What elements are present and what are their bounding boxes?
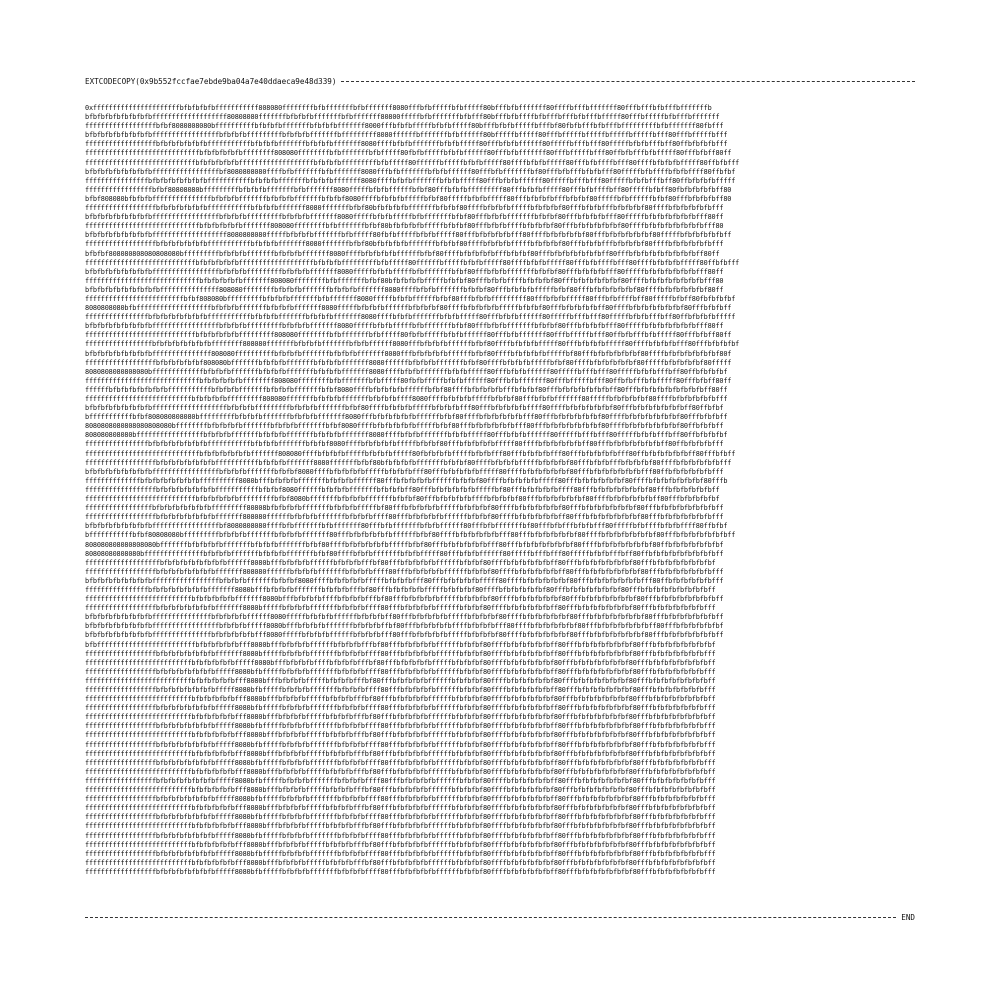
hex-dump-line: ffffffffffffffffbfbfbfbfbfbfbfbfffffffffffbfbfbfbfffffffbfbfbf8080ffffbfbfbfbfbfffffbfbfbf80fffbfbfbfbfbfffff80ffffbfbfbfbfbfbff80fffbfbfbfbfbfbfbff80ffbfbfbfbfff <box>85 440 724 449</box>
hex-dump-line: bfbfbf808080808080808080bfffffffffbfbfbfbfffffffbfbfbfbfffffff8080ffffbfbfbfbfbffffffbfbf80ffffbfbfbfbfbfffbfbfbf80fffbfbfbfbfbfbfbff80fffbfbfbfbfbfbfbfbfbff80ff <box>85 249 720 258</box>
hex-dump-line: bfbfbfbfbfbfbfbfbfffffffffffffffffbfbfbfbfffffffffbfbfbfbfffffff8080fffffbfbfbfffffbfbfffffffbfbf80fffbfbfbfffffffbfbfbf80fffbfbfbfbfff80fffffbfbfbfbfbfbfbfff80ff <box>85 322 724 331</box>
hex-dump-line: ffffffffffffffbfbfbfbfbfbfbfbffffffffff8080bfffbfbfbfbfffffffbfbfbfbffffff80fffbfbfbfbfbffffffbfbfbf80ffffbfbfbfbfbfffff80fffbfbfbfbfbfbf80ffffbfbfbfbfbfbfbf80fffb <box>85 476 728 485</box>
hex-dump-line: ffffffffffffffffffbfbfbfbfbfbfbfbfffffff808080ffffffbfbfbfbfffffffbfbfbfbffff80fffbfbfbfbfbffffffbfbfbf80ffffbfbfbfbfbfbff80fffbfbfbfbfbfbfbf80fffbfbfbfbfbfbfbfff <box>85 513 724 522</box>
hex-dump-line: fffffffffffffffffffffffffffbfbfbfbfbfbfff8080bfffbfbfbfbfffffbfbfbfbfffbf80fffbfbfbfbfbffffffbfbfbfbf80ffffbfbfbfbfbfbf80fffbfbfbfbfbfbfbf80fffbfbfbfbfbfbfbfbff <box>85 676 716 685</box>
hex-dump-line: fffffffffffffffffffffffffffbfbfbfbfbfbfff8080bfffbfbfbfbfffffbfbfbfbfffbf80fffbfbfbfbfbffffffbfbfbfbf80ffffbfbfbfbfbfbf80fffbfbfbfbfbfbfbf80fffbfbfbfbfbfbfbfbff <box>85 767 716 776</box>
hex-dump-line: fffffffffffffffffffffffffbfbf808080bfffffffffbfbfbfbfffffffbfbfffffff8080fffffbfbfbffffffbfbf80fffbfbfbfffffffff80fffbfbfbfffff80fffbfbffffbff80fffffbfbff80fbfbfbfbf <box>85 294 736 303</box>
hex-dump-line: ffffffffffffffffffbfbfbfbfbfbfbfbfffff8080bfbfffffbfbfbfbfffffffbfbfbfbffff80fffbfbfbfbfbffffffbfbfbf80ffffbfbfbfbfbfbff80fffbfbfbfbfbfbfbf80fffbfbfbfbfbfbfbfff <box>85 795 716 804</box>
hex-dump-line: 8080808080808080808080bffffffffbfbfbfbfbfffffffbfbfbfbfffffffbfbf8080ffffbfbfbfbfbfbfffffbfbf80fffbfbfbfbfbfbfff80fffbfbfbfbfbfbfbf80ffffbfbfbfbfbfbfbf80ffbfbfbff <box>85 422 724 431</box>
end-marker: END <box>901 913 915 922</box>
hex-dump-line: ffffffffffffffffffbfbfbfbfbfbfbfbfffffffffffbfbfbf8080ffffffbfbfbfbfffffffbfbfbfbff80fffbfbfbfbfbfbfffffbf80fffbfbfbfbfbffff80fffbfbfbfbfbfbfbf80fffbfbfbfbfbfbff <box>85 485 720 494</box>
hex-dump-line: bfffffffffffbfbf808080808080bfffffffffbfbfbfbfffffffbfbfbfbfffffff8080fffbfbfbfbfbfbffffffbfbf80ffffbfbfbfbfbfbfff80fffbfbfbfbfbfbf80ffffbfbfbfbfbfbfbf80fffbfbfbff <box>85 413 728 422</box>
hex-dump-line: bfbfbfbfbfbfbfbfbfffffffffffffffffff80808080fffffffbfbfbfbfffffffbfbfffffff80800fffffbfbfffffffbfbfff80bfffbfbffffbfbfffbfffbfbfffbfffff80fffbfffffbfbfffbfffffff <box>85 113 720 122</box>
hex-dump-line: fffffffffffffffffffffffffffbfbfbfbfbfbfff8080bfffbfbfbfbfffffbfbfbfbfffbf80fffbfbfbfbfbffffffbfbfbfbf80ffffbfbfbfbfbfbf80fffbfbfbfbfbfbfbf80fffbfbfbfbfbfbfbfbff <box>85 695 716 704</box>
hex-dump-line: 808080808080808080bfffffffbfbfbfbfbfffffffbfbfbfbfffffffbfbf80ffffbfbfbfbfbfbfffffbfbf80fffbfbfbfbfbfbfff80fffbfbfbfbfbfbfbf80ffffbfbfbfbfbfbfbf80ffbfbfbfbfbfbfbf <box>85 540 724 549</box>
hex-dump-line: fffffffffffffffffffbfbfbfbfbfbfbfbfbffffff8080bfffbfbfbfbffffffbfbfbfbfffbf80fffbfbfbfbfbffffffbfbfbf80ffffbfbfbfbfbfbff80fffbfbfbfbfbfbfbf80fffbfbfbfbfbfbfbfbf <box>85 558 716 567</box>
hex-dump-line: fffffffffffffffffffffffffffffbfbfbfbfbfbffffffff808080ffffffffbfbfffffffbfbfffff80fbfbfffffbfbfbffffff80fffbfbfffffff80fffbfffffbfff80ffbfbfffbfbfffff80fffbfbff80ff <box>85 376 732 385</box>
hex-dump-line: ffffffffffffffffffffffffffffbfbfbfbfbfbfffffffffffffffffffbfbfbfbfffffffffbfbfffff80ffffffbfffffbfbfbfffff80ffffbfbfbfffff80fffbfbffffbfff80ffffbfbfbfbfffff80ffbfbfff <box>85 258 740 267</box>
hex-dump-line: bfbfbfbfbfbfbfbfbfffffffffffffffffbfbfbfbfffffffffbfbfbfbfffffff8080fffffbfbfbfffffbfbfffffffbfbf80fffbfbfbfffffffbfbfbf80fffbfbfbfbfff80fffffbfbfbfbfbfbfbfff80ff <box>85 267 724 276</box>
hex-dump-line: 808080808080bfffffffffffffffffbfbfbfbfffffffbfbfbfbfffffffbfbfbfbfffffff8080ffffbfbfbfffffffbfbfbfffff80fffbfbfbffffff80fffffbfffbfff80fffffbfbfbfffbff80ffbfbfbfbf <box>85 431 728 440</box>
hex-dump-line: ffffffffffffffffffbfbfbfbfbfbfbfbfffffff808080ffffffbfbfbfbfffffffbfbfbfbffff80fffbfbfbfbfbffffffbfbfbf80ffffbfbfbfbfbfbff80fffbfbfbfbfbfbfbf80fffbfbfbfbfbfbfbfff <box>85 567 724 576</box>
hex-dump-line: ffffffffffffffffffbfbfbfbfbfbfbfbfffff8080bfbfffffbfbfbfbfffffffbfbfbfbffff80fffbfbfbfbfbffffffbfbfbf80ffffbfbfbfbfbfbff80fffbfbfbfbfbfbfbf80fffbfbfbfbfbfbfbfff <box>85 686 716 694</box>
hex-dump-line: fffffffffffffffffffffffffffbfbfbfbfbfbfffffff8080bfffbfbfbfbffffbfbfbfbfffbf80fffbfbfbfbfbfffffbfbfbfbf80ffffbfbfbfbfbfbf80fffbfbfbfbfbfbfbf80fffbfbfbfbfbfbfbfbff <box>85 595 724 604</box>
hex-dump-line: ffffffffffffffffffbfbfbfbfbfbfbfbfffff8080bfbfffffbfbfbfbfffffffbfbfbfbffff80fffbfbfbfbfbffffffbfbfbf80ffffbfbfbfbfbfbff80fffbfbfbfbfbfbfbf80fffbfbfbfbfbfbfbfff <box>85 813 716 822</box>
footer-dashed-rule <box>85 917 896 918</box>
hex-dump-line: bfbfbfbfbfbfbfbfbfffffffffffffffffbfbfbfbfffffffffbfbfbfbfffffff8080fffffbfbfbfffffbfbfffffffbfbf80fffbfbfbfffffffbfbfbf80fffbfbfbfbfff80fffffbfbfbfbfbfbfbfff80ff <box>85 213 724 222</box>
hex-dump-line: ffffffffffffffffffbfbfbfbfbfbfbfbfffff8080bfbfffffbfbfbfbfffffffbfbfbfbffff80fffbfbfbfbfbffffffbfbfbf80ffffbfbfbfbfbfbff80fffbfbfbfbfbfbfbf80fffbfbfbfbfbfbfbfff <box>85 831 716 840</box>
hex-dump-line: 0xffffffffffffffffffffffbfbfbfbfbfffffffffff808080ffffffffbfbfffffffbfbfffffff8080fffbfbfffffbfbfffff80bfffbfbfffffff80ffffbfffbfffffff80fffbfffbfbfffbfffffffb <box>85 104 712 112</box>
hex-dump-line: ffffffffffffffffffbfbfbfbfbfbfbfbfffffffffffbfbfbfbfffffff8080fffffffbfbf80bfbfbfbfbfffffffbfbfbf80ffffbfbfbfbfffffbfbfbfbf80fffbfbfbfffbfbfbfbf80ffffbfbfbfbfbfbfff <box>85 458 732 467</box>
hex-dump <box>85 104 915 894</box>
hex-dump-line: fffffffffffffffffffffffffffffbfbfbfbfbfbfffffff808080ffffffffbfbfffffffbfbf80bfbfbfbfbfffffbfbfbf80fffbfbfbffffbfbfbfbf80fffbfbfbfbfbfbf80ffffbfbfbfbfbfbfbfbfff80 <box>85 276 724 285</box>
header-line <box>85 76 915 87</box>
hex-dump-line: bfbfbfbfbfbfbfbfbfffffffffffffffffbf8080808080ffffbfbfffffffbfbfffffff8080fffbfbfffffffbfbfbffffff80fffbfbfffffffbf80fffbfbfffbfbfbfff80fffffbfbffffbfbfbffff80ffbfbf <box>85 167 736 176</box>
hex-dump-line: fffffffffffffffffbfbf80808080bfffffffffbfbfbfbfffffffbfbfffffff8080fffffbfbfbffffffbfbf80fffbfbfbfffffffff80fffbfbfbfffff80fffbfbffffbff80fffffbfbff80fbfbfbfbfbff80 <box>85 185 732 194</box>
hex-dump-line: ffffffffffffffffffffffffffffbfbfbfbfbfbfffffffffbfbf8080bfffffffbfbfbfbfffffffbfbfbf80fffbfbfbfbfbffffbfbfbfbf80fffbfbfbfbfbfbf80ffffbfbfbfbfbfbff80fffbfbfbfbfbf <box>85 495 720 504</box>
hex-dump-line: ffffffffffffffffffbfbfbfbfbfbfbfbfffff8080bfbfffffbfbfbfbfffffffbfbfbfbffff80fffbfbfbfbfbffffffbfbfbf80ffffbfbfbfbfbfbff80fffbfbfbfbfbfbfbf80fffbfbfbfbfbfbfbfff <box>85 758 716 767</box>
hex-dump-line: bfbfbfbfbfbfbfbfbfffffffffffffffffbfbfbfbfffff8080bfffbfbfbfbfffffffbfbfbfbffbf80fffbfbfbfbfbffffbfbfbfbfff80ffffbfbfbfbfbfbf80fffbfbfbfbfbfbfbff80fffbfbfbfbfbfbf <box>85 622 724 631</box>
hex-dump-line: ffffffffffffffffffbfbfbfbfbfbfbfbfffff8080bfbfffffbfbfbfbfffffffbfbfbfbffff80fffbfbfbfbfbffffffbfbfbf80ffffbfbfbfbfbfbff80fffbfbfbfbfbfbfbf80fffbfbfbfbfbfbfbfff <box>85 722 716 731</box>
hex-dump-line: fffffffffffffffffbfbfbfbfbfbfbfbfffffffff80808bfbfbfbfbfffffffbfbfbfbfffffbf80fffbfbfbfbfbfffffbfbfbfbf80ffffbfbfbfbfbfbf80fffbfbfbfbfbfbfbf80fffbfbfbfbfbfbfbfbff <box>85 504 724 513</box>
hex-dump-line: ffffffffffffffffffbfbfbfbfbfbfbfbfffffff8080bfffffbfbfbfbfffffffbfbfbfbffff80fffbfbfbfbfbffffffbfbfbf80ffffbfbfbfbfbfbff80fffbfbfbfbfbfbfbf80fffbfbfbfbfbfbfbfff <box>85 649 716 658</box>
hex-dump-line: ffffffffffffffffffbfbf8080808080bffffffffffbfbfbfbfffffffbfbfbfbfffffff8000fffbfbfbfffffbfbfbfffff80bfffbfbfbfffffbfffbf80fbfbfffbfbfffbfffffffffbfbfffffff80fbfff <box>85 122 724 131</box>
hex-dump-line: ffffffffffffffffffffffffffffbfbfbfbfbfbfffffffff808080ffffffffbfbfffffffbfbfffff80fbfbfffffbfbfbffffff80fffbfbfffffff80fffbfffffbfff80ffbfbfffbfbfffff80fffbfbff80ff <box>85 331 732 340</box>
hex-dump-line: fffffffffffffffffffffffffffffbfbfbfbfbfbfbfffffff808080ffffbfbfbfbfffffbfbfbfbfffff80fbfbfbfbfffffbfbfbfff80fffbfbfbfbfff80fffbfbfbfbfbfff80ffbfbfbfbfbfbff80fffbfbff <box>85 449 736 458</box>
header-dashed-rule <box>341 81 915 82</box>
hex-dump-line: bfbfbfbfbfbfbfbfbfffffffffffffffbfbfbfbfbfbfff8080fffffbfbfbfbffffffbfbfbfbfff80fffbfbfbfbfbfffffbfbfbfbf80ffffbfbfbfbfbfbf80fffbfbfbfbfbfbfbf80fffbfbfbfbfbfbfbff <box>85 631 724 640</box>
hex-dump-line: ffffffffffffffffffbfbfbfbfbfbfbfbfffff8080bfbfffffbfbfbfbfffffffbfbfbfbffff80fffbfbfbfbfbffffffbfbfbf80ffffbfbfbfbfbfbff80fffbfbfbfbfbfbfbf80fffbfbfbfbfbfbfbfff <box>85 667 716 676</box>
hex-dump-line: ffffffffffffffffffbfbfbfbfbfbfbfbfffff8080bfbfffffbfbfbfbfffffffbfbfbfbffff80fffbfbfbfbfbffffffbfbfbf80ffffbfbfbfbfbfbff80fffbfbfbfbfbfbfbf80fffbfbfbfbfbfbfbfff <box>85 740 716 749</box>
footer-line <box>85 912 915 923</box>
hex-dump-line: bfbfbfbfbfbfbfbfbfffffffffffffffffff8080808080fffffbfbfbfbfffffffbfbfffff80fbfbfffffbfbfbfffff80fffbfbfbfbfbfff80ffffbfbfbfbfbf80fffbfbfbfbfbfbf80fffffbfbfbfbfbfbff <box>85 231 732 240</box>
hex-dump-line: ffffffffffffffffffbfbfbfbfbfbfbfbfffff8080bfbfffffbfbfbfbfffffffbfbfbfbffff80fffbfbfbfbfbffffffbfbfbf80ffffbfbfbfbfbfbff80fffbfbfbfbfbfbfbf80fffbfbfbfbfbfbfbfff <box>85 867 716 876</box>
hex-dump-line: ffffffffffffffffbfbfbfbfbfbfbfbfffffff8080bfffbfbfbfbfffffffbfbfbfbfffbf80fffbfbfbfbfbfffffbfbfbfbf80ffffbfbfbfbfbfbf80fffbfbfbfbfbfbfbf80fffbfbfbfbfbfbfbfbfbff <box>85 585 716 594</box>
hex-dump-line: fffffffffffffffffffffffffffbfbfbfbfbfbfff8080bfffbfbfbfbfffffbfbfbfbfffbf80fffbfbfbfbfbffffffbfbfbfbf80ffffbfbfbfbfbfbf80fffbfbfbfbfbfbfbf80fffbfbfbfbfbfbfbfbff <box>85 858 716 867</box>
hex-dump-line: bfbfffffffffffffffffffffffffbfbfbfbfbfbfff8080bfffbfbfbfbffffffbfbfbfbfffbf80fffbfbfbfbfbffffffbfbfbf80ffffbfbfbfbfbfbff80fffbfbfbfbfbfbfbf80fffbfbfbfbfbfbfbfbf <box>85 640 716 649</box>
hex-dump-line: 8080808080808080bfffffffffffffbfbfbfbfffffffbfbfbfbfffffffbfbfbfbfffffff8080ffffbfbfbfffffffbfbfbfffff80fffbfbfbffffff80fffffbfffbfff80fffffbfbfbfffbff80ffbfbfbfbf <box>85 367 728 376</box>
hex-dump-line: ffffffffffffffffffbfbfbfbfbfbfbfbfffffff8080bfffffbfbfbfbfffffffbfbfbfbffff80fffbfbfbfbfbffffffbfbfbf80ffffbfbfbfbfbfbff80fffbfbfbfbfbfbfbf80fffbfbfbfbfbfbfbfff <box>85 604 716 613</box>
hex-dump-line: bfbfbfbfbfbfbfbfbfffffffffffffffffbfbfbfbfffffffffbfbfbfbfffffffbfffffffff8080ffffffbfffffffbfbffffff80bfffffbfffff80fffbfffffbfffffbfffffbfffffbfff80fffbfffffbfff <box>85 131 728 140</box>
hex-dump-line: fffffffffffffffffffffffffffbfbfbfbfbfffffffff808080fffffffbfbfbfbfffffffbfbfbfbffff8080ffffbfbfbfbfffffbfbfbf80fffbfbfbfffffff80fffffbfbfbfbfbf80ffffbfbfbfbfbfbfff <box>85 395 728 403</box>
hex-dump-line: fffffffffffffffffbfbfbfbfbfbfbfbffffffff808080fffffffbfbfbfbfffffffbfbfbffffff8080fffbfbfbfbffffffbfbf80ffffbfbfbfbfffff80fffbfbfbfbfffff80ffffbfbfbfbfff80fffbfbfbfbf <box>85 340 740 349</box>
hex-dump-line: bfbfbfbfbfbfbfbfbfffffffffffffffffbf8080808080ffffbfbfffffffbfbfffffff80fffbfbfffffffbfbfbffffff80fffbfbfffffffbf80fffbfbfffbfbfbfff80fffffbfbffffbfbfbffff80ffbfbf <box>85 522 728 531</box>
hex-dump-line: bfbfbfbfbfbfbfbfbfffffffffffffffffbfbfbfbfffffffbfbfbf8080ffffbfbfbfbfbfffffbfbfbfbfff80fffbfbfbfbfbfffff80ffffbfbfbfbfbfbf80fffbfbfbfbfbfbfbfff80ffbfbfbfbfbfbfff <box>85 576 724 585</box>
hex-dump-line: 8080808080bfbfffffffffffffffffffbfbfbfbfffffffbfbfbfbfffffff8080fffffbfbfbfbffffffbfbfbfbf80ffffbfbfbfbfbfffffbfbfbf80fffbfbfbfbfbff80ffffbfbfbfbfbfbfbf80fffbfbfbff <box>85 304 732 313</box>
hex-dump-line: ffffffffffffffffffbfbfbfbfbfbf808080bfffffffbfbfbfbfffffffbfbfbfbfffffff8080ffffffbfbfbfbfffffffbfbf80ffffbfbfbfbfffffbfbf80ffffbfbfbfbfbfbf80fffffbfbfbfbfbf80fffff <box>85 358 732 367</box>
hex-dump-line: ffffffffffffffffffbfbfbfbfbfbfbfffffffffffbfbfbfbfffffffbfbfbfbfffffff8080ffffbfbfbfffffffbfbfbfffff80fffbfbfbffffff80fffffbfffbfff80fffffbfbfbfffbff80ffbfbfbfbfff <box>85 140 728 149</box>
extcodecopy-header: EXTCODECOPY(0x9b552fccfae7ebde9ba04a7e40ddaeca9e48d339) <box>85 77 337 86</box>
hex-dump-line: 80808080808080bfffffffffffffffbfbfbfbfffffffbfbfbfbfffffffbfbf80ffffbfbfbfffffffbfbfbfffff80fffbfbfbffffff80fffffbfffbfff80fffffbfbfbfffbff80ffbfbfbfbfbfbfbfbfbff <box>85 549 724 558</box>
hex-dump-line: ffffffffffffffffffbfbfbfbfbfbfbfffffffffffbfbfbfbfffffff8080fffffffbfbf80bfbfbfbfbfffffffbfbfbf80ffffbfbfbfbfffffbfbfbfbf80fffbfbfbfffbfbfbfbf80ffffbfbfbfbfbfbfff <box>85 240 724 249</box>
hex-dump-line: ffffffffffffffffffbfbfbfbfbfbfbfbfffff8080bfbfffffbfbfbfbfffffffbfbfbfbffff80fffbfbfbfbfbffffffbfbfbf80ffffbfbfbfbfbfbff80fffbfbfbfbfbfbfbf80fffbfbfbfbfbfbfbfff <box>85 849 716 858</box>
hex-dump-line: fffffffffffffffffffffffffffbfbfbfbfbfbfff8080bfffbfbfbfbfffffbfbfbfbfffbf80fffbfbfbfbfbffffffbfbfbfbf80ffffbfbfbfbfbfbf80fffbfbfbfbfbfbfbf80fffbfbfbfbfbfbfbfbff <box>85 804 716 813</box>
hex-dump-line: fffffffffffffffffffffffffffbfbfbfbfbfbfff8080bfffbfbfbfbfffffbfbfbfbfffbf80fffbfbfbfbfbffffffbfbfbfbf80ffffbfbfbfbfbfbf80fffbfbfbfbfbfbfbf80fffbfbfbfbfbfbfbfbff <box>85 840 716 849</box>
hex-dump-line: bfbfbfbfbfbfbfbfbfffffffffffffffffffbfbfbfbfffffffffbfbfbfbfffffffbfbf80ffffbfbfbfbfffffbfbfbfbfff80fffbfbfbfbfbffff80ffffbfbfbfbfbfbf80fffbfbfbfbfbfbfbff80ffbfbf <box>85 404 724 413</box>
hex-dump-line: fffffffffffffffffffffffffffbfbfbfbfbfbfff8080bfffbfbfbfbfffffbfbfbfbfffbf80fffbfbfbfbfbffffffbfbfbfbf80ffffbfbfbfbfbfbf80fffbfbfbfbfbfbfbf80fffbfbfbfbfbfbfbfbff <box>85 822 716 831</box>
hex-dump-line: bfffffffffffbfbf80808080bfffffffffbfbfbfbfffffffbfbfbfbfffffff80fffbfbfbfbfbfbffffffbfbf80ffffbfbfbfbfbfbfff80fffbfbfbfbfbfbf80ffffbfbfbfbfbfbfbf80fffbfbfbfbfbfbfbff <box>85 531 736 540</box>
hex-dump-line: fffffffffffffffffffffffffffffbfbfbfbfbfbffffffff808080ffffffffbfbfffffffbfbfffff80fbfbfffffbfbfbffffff80fffbfbfffffff80fffbfffffbfff80ffbfbfffbfbfffff80fffbfbff80ff <box>85 149 732 158</box>
hex-dump-line: fffffffffffffffffffffffffffbfbfbfbfbfbfff8080bfffbfbfbfbfffffbfbfbfbfffbf80fffbfbfbfbfbffffffbfbfbfbf80ffffbfbfbfbfbfbf80fffbfbfbfbfbfbfbf80fffbfbfbfbfbfbfbfbff <box>85 731 716 740</box>
hex-dump-line: ffffffffffffffffffbfbfbfbfbfbfbfffffffffffbfbfbfbfffffff8080fffffffbfbf80bfbfbfbfbfffffffbfbfbf80ffffbfbfbfbfffffbfbfbfbf80fffbfbfbfffbfbfbfbf80ffffbfbfbfbfbfbfff <box>85 204 724 213</box>
hex-dump-line: bfbfbfbfbfbfbfbfbfbfffffffffffffff808080ffffffffbfbfbfbfffffffbfbfbfbfffffff8080ffffbfbfbfffffffbfbfbf80fffbfbfbfbfffffbfbf80fffbfbfbfbfbfbf80ffffbfbfbfbfbfbf80ff <box>85 285 724 294</box>
hex-dump-line: ffffffffffffffffffffffffffffbfbfbfbfbfbfffffffffffffffffffbfbfbfbfffffffffbfbfffff80ffffffbfffffbfbfbfffff80ffffbfbfbfffff80fffbfbffffbfff80ffffbfbfbfbfffff80ffbfbfff <box>85 158 740 167</box>
hex-dump-line: bfbfbfbfbfbfbfbfbfffffffffffffffbfbfbfbfbffffff8080fffffbfbfbfbffffffbfbfbfbff80fffbfbfbfbfbfffffbfbfbfbf80ffffbfbfbfbfbfbf80fffbfbfbfbfbfbfbf80fffbfbfbfbfbfbfbff <box>85 613 724 622</box>
hex-dump-line: bfbf808080bfbfbfbfffffffffffffffbfbfbfbfffffffbfbfbfbfffffffbfbfbf8080ffffbfbfbfbfffffbfbf80fffffbfbfbfffff80fffbfbfbfbfffbfbfbf80fffffbfbffffffbfbf80fffbfbfbfbff80 <box>85 194 732 203</box>
hex-dump-line: bfbfbfbfbfbfbfbfbfffffffffffffff808080ffffffffffbfbfbfbfffffffbfbfbfbfffffff8080fffbfbfbfbfbffffffbfbf80ffffbfbfbfbfbfffffbf80fffbfbfbfbfbfbf80ffffbfbfbfbfbfbfbf80f <box>85 349 732 358</box>
hex-dump-line: fffffffffffffffffffffffffffbfbfbfbfbfbfff8080bfffbfbfbfbfffffbfbfbfbfffbf80fffbfbfbfbfbffffffbfbfbfbf80ffffbfbfbfbfbfbf80fffbfbfbfbfbfbfbf80fffbfbfbfbfbfbfbfbff <box>85 749 716 758</box>
hex-dump-line: bfbfbfbfbfbfbfbfbfffffffffffffffffbfbfbfbfffffffbfbfbf8080ffffbfbfbfbfbfffffbfbfbfbfff80fffbfbfbfbfbfffff80ffffbfbfbfbfbfbf80fffbfbfbfbfbfbfbfff80ffbfbfbfbfbfbfff <box>85 467 724 476</box>
hex-dump-line: ffffffffffffffffffbfbfbfbfbfbfbfbfffff8080bfbfffffbfbfbfbfffffffbfbfbfbffff80fffbfbfbfbfbffffffbfbfbf80ffffbfbfbfbfbfbff80fffbfbfbfbfbfbfbf80fffbfbfbfbfbfbfbfff <box>85 704 716 713</box>
hex-dump-line: ffffffffffffffffbfbfbfbfbfbfbfbfffffffffffbfbfbfbfffffffbfbfbfbfffffff8080ffffbfbfbfffffffbfbfbfffff80fffbfbfbffffff80fffffbfffbfff80fffffbfbfbfffbff80ffbfbfbfbfffff <box>85 176 736 185</box>
hex-dump-line: ffffffbfbfbfbfbfbfbfbfffffffffffbfbfbfbfffffffbfbfbfbfffffffbfbf8080ffffbfbfbfbfbffffffbfbf80ffffbfbfbfbfbfffbfbfbf80fffbfbfbfbfbfbfbff80fffbfbfbfbfbfbfbfbfbff80ff <box>85 385 728 394</box>
hex-dump-line: fffffffffffffffffffffffffffbfbfbfbfbfbfff8080bfffbfbfbfbfffffbfbfbfbfffbf80fffbfbfbfbfbffffffbfbfbfbf80ffffbfbfbfbfbfbf80fffbfbfbfbfbfbfbf80fffbfbfbfbfbfbfbfbff <box>85 713 716 722</box>
hex-dump-line: ffffffffffffffffffbfbfbfbfbfbfbfbfffff8080bfbfffffbfbfbfbfffffffbfbfbfbffff80fffbfbfbfbfbffffffbfbfbf80ffffbfbfbfbfbfbff80fffbfbfbfbfbfbfbf80fffbfbfbfbfbfbfbfff <box>85 776 716 785</box>
hex-dump-line: fffffffffffffffffffffffffffbfbfbfbfbfbfffff8080bfffbfbfbfbffffbfbfbfbfffbf80fffbfbfbfbfbfffffbfbfbfbf80ffffbfbfbfbfbfbf80fffbfbfbfbfbfbfbf80fffbfbfbfbfbfbfbfbff <box>85 658 716 667</box>
hex-dump-line: ffffffffffffffffbfbfbfbfbfbfbfbfffffffffffbfbfbfbfffffffbfbfbfbfffffff8080ffffbfbfbfffffffbfbfbfffff80fffbfbfbffffff80fffffbfffbfff80fffffbfbfbfffbff80ffbfbfbfbfffff <box>85 313 736 322</box>
hex-dump-line: fffffffffffffffffffffffffffffbfbfbfbfbfbfffffff808080ffffffffbfbfffffffbfbf80bfbfbfbfbfffffbfbfbf80fffbfbfbffffbfbfbfbf80fffbfbfbfbfbfbf80ffffbfbfbfbfbfbfbfbfff80 <box>85 222 724 231</box>
hex-dump-line: fffffffffffffffffffffffffffbfbfbfbfbfbfff8080bfffbfbfbfbfffffbfbfbfbfffbf80fffbfbfbfbfbffffffbfbfbfbf80ffffbfbfbfbfbfbf80fffbfbfbfbfbfbfbf80fffbfbfbfbfbfbfbfbff <box>85 786 716 795</box>
